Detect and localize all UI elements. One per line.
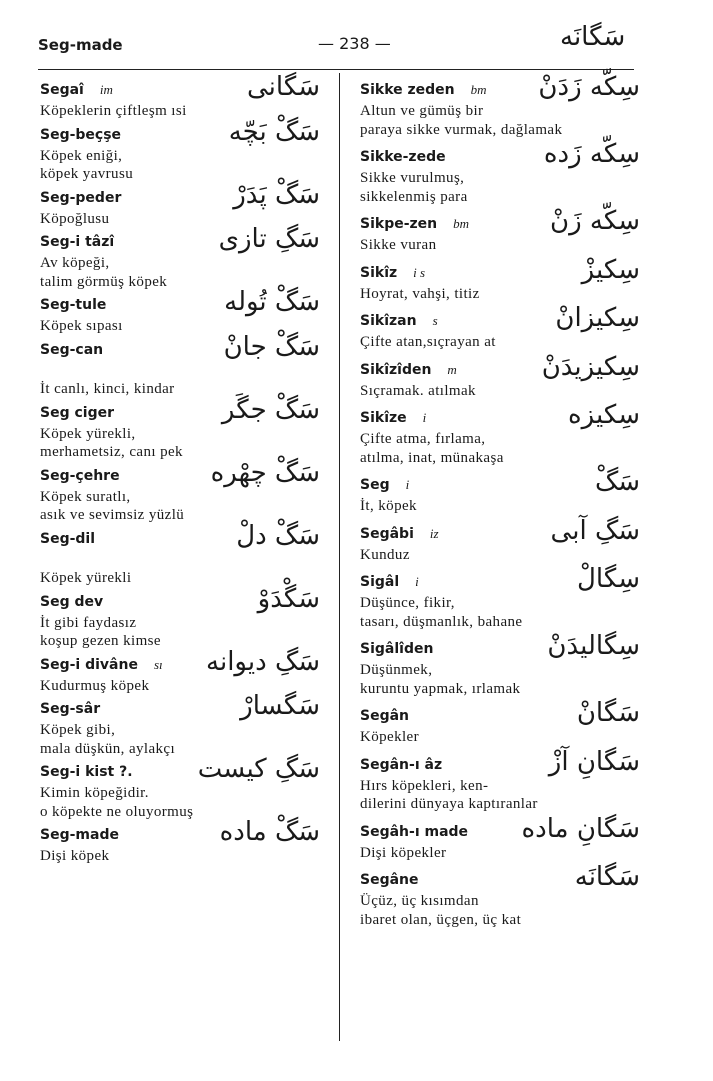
entry-term: Sikîz	[360, 264, 398, 281]
running-head: Seg-made	[38, 36, 123, 54]
running-head-arabic: سَگانَه	[560, 22, 626, 52]
dictionary-entry	[360, 72, 640, 145]
entry-definition: koşup gezen kimse	[40, 633, 161, 649]
entry-definition: İt, köpek	[360, 498, 417, 514]
entry-definition: İt canlı, kinci, kindar	[40, 381, 175, 397]
entry-definition: Düşünmek,	[360, 662, 433, 678]
entry-definition: Sikke vurulmuş,	[360, 170, 465, 186]
entry-term: Seg-dil	[40, 530, 96, 547]
dictionary-entry	[40, 224, 320, 293]
entry-definition: Çifte atma, fırlama,	[360, 431, 486, 447]
entry-arabic: سِکّه زَده	[543, 139, 640, 169]
entry-term: Sikpe-zen	[360, 216, 438, 232]
entry-arabic: سَگسارْ	[240, 691, 320, 721]
entry-definition: tasarı, düşmanlık, bahane	[360, 613, 523, 630]
entry-definition: Altun ve gümüş bir	[360, 103, 484, 119]
entry-arabic: سِکیزه	[568, 400, 640, 430]
entry-definition: İt gibi faydasız	[40, 614, 137, 631]
entry-definition: Hoyrat, vahşi, titiz	[360, 285, 480, 302]
entry-arabic: سَگْ جگَر	[221, 394, 320, 425]
entry-term: Seg-made	[40, 827, 119, 843]
entry-definition: merhametsiz, canı pek	[40, 444, 183, 460]
entry-arabic: سَگْ جانْ	[223, 331, 320, 362]
entry-grammar: sı	[153, 656, 163, 672]
entry-definition: Köpeklerin çiftleşm ısi	[40, 103, 187, 119]
entry-arabic: سِکیزانْ	[555, 303, 640, 333]
entry-arabic: سَگْدَوْ	[257, 583, 320, 614]
dictionary-entry	[360, 631, 640, 704]
entry-arabic: سَگِ دیوانه	[206, 646, 320, 677]
entry-definition: Köpekler	[360, 729, 420, 745]
entry-term: Seg-sâr	[40, 701, 101, 717]
entry-arabic: سَگْ ماده	[219, 817, 320, 847]
entry-definition: Çifte atan,sıçrayan at	[360, 334, 496, 350]
entry-term: Segaî	[40, 82, 84, 98]
entry-definition: mala düşkün, aylakçı	[40, 740, 176, 757]
entry-term: Seg-çehre	[40, 467, 120, 484]
entry-definition: dilerini dünyaya kaptıranlar	[360, 796, 538, 812]
entry-definition: Kudurmuş köpek	[40, 677, 150, 694]
entry-term: Seg-i divâne	[40, 656, 138, 673]
entry-term: Seg-can	[40, 341, 104, 358]
entry-grammar: i	[405, 477, 410, 492]
entry-arabic: سِکّه زَنْ	[550, 206, 640, 236]
dictionary-entry	[40, 583, 320, 653]
dictionary-entry	[360, 564, 640, 637]
entry-term: Seg-beçşe	[40, 126, 122, 143]
entry-term: Seg-i tâzî	[40, 234, 115, 250]
entry-arabic: سِگالْ	[577, 564, 640, 594]
entry-definition: atılma, inat, münakaşa	[360, 449, 504, 466]
entry-term: Seg	[360, 477, 390, 493]
entry-grammar: i s	[413, 264, 426, 280]
entry-term: Seg-tule	[40, 297, 107, 313]
entry-definition: Köpek yürekli	[40, 570, 132, 586]
entry-term: Sikîzan	[360, 313, 417, 329]
entry-definition: köpek yavrusu	[40, 166, 134, 182]
entry-definition: talim görmüş köpek	[40, 273, 168, 290]
entry-term: Sikke-zede	[360, 149, 446, 165]
entry-definition: Av köpeği,	[40, 255, 110, 271]
entry-grammar: iz	[429, 525, 439, 541]
entry-definition: paraya sikke vurmak, dağlamak	[360, 121, 563, 138]
dictionary-entry	[40, 457, 320, 527]
entry-term: Sikîzîden	[360, 361, 432, 378]
entry-term: Sigâl	[360, 574, 400, 590]
entry-definition: sikkelenmiş para	[360, 188, 468, 205]
entry-term: Segâh-ı made	[360, 823, 469, 840]
entry-arabic: سَگِ کیست	[197, 754, 320, 784]
right-column	[360, 72, 640, 939]
entry-term: Seg ciger	[40, 404, 114, 421]
entry-definition: Dişi köpekler	[360, 844, 447, 861]
dictionary-entry	[360, 746, 640, 820]
entry-arabic: سِکّه زَدَنْ	[538, 72, 640, 102]
entry-term: Segân	[360, 708, 410, 724]
dictionary-entry	[40, 394, 320, 464]
entry-definition: ibaret olan, üçgen, üç kat	[360, 911, 522, 928]
entry-term: Segâbi	[360, 525, 414, 542]
entry-definition: Köpoğlusu	[40, 210, 110, 227]
dictionary-entry	[40, 520, 320, 590]
entry-definition: Köpek gibi,	[40, 722, 116, 738]
entry-arabic: سَگانی	[247, 72, 320, 102]
page-number: — 238 —	[318, 34, 391, 53]
entry-grammar: s	[432, 313, 438, 328]
entry-term: Seg dev	[40, 593, 104, 610]
entry-grammar: im	[99, 82, 113, 97]
entry-definition: kuruntu yapmak, ırlamak	[360, 680, 521, 697]
dictionary-entry	[40, 754, 320, 823]
entry-term: Seg-peder	[40, 189, 122, 206]
entry-definition: Sikke vuran	[360, 237, 437, 253]
dictionary-entry	[40, 116, 320, 186]
entry-grammar: i	[415, 574, 419, 589]
entry-arabic: سِکیزْ	[581, 254, 640, 285]
dictionary-entry	[40, 691, 320, 760]
entry-grammar: m	[447, 361, 457, 377]
entry-arabic: سَگْ تُوله	[224, 287, 320, 317]
entry-arabic: سَگِ تازی	[218, 224, 320, 254]
entry-arabic: سَگْ بَچّه	[228, 116, 320, 147]
entry-arabic: سَگْ چهْره	[210, 457, 320, 488]
entry-arabic: سَگانِ آزْ	[548, 746, 640, 777]
entry-definition: Sıçramak. atılmak	[360, 382, 476, 399]
entry-definition	[40, 551, 320, 570]
entry-grammar: bm	[453, 216, 470, 231]
entry-definition: asık ve sevimsiz yüzlü	[40, 507, 185, 523]
entry-arabic: سَگْ	[594, 467, 640, 497]
entry-arabic: سِگالیدَنْ	[547, 631, 640, 661]
entry-term: Sikîze	[360, 410, 407, 426]
entry-definition: o köpekte ne oluyormuş	[40, 803, 194, 820]
entry-arabic: سَگانِ ماده	[521, 813, 640, 844]
entry-definition: Hırs köpekleri, ken-	[360, 777, 489, 794]
header-rule	[38, 69, 634, 70]
entry-term: Segâne	[360, 872, 419, 888]
entry-definition: Düşünce, fikir,	[360, 595, 455, 611]
dictionary-entry	[40, 331, 320, 401]
entry-arabic: سَگِ آبی	[550, 515, 640, 546]
entry-arabic: سَگانَه	[574, 862, 640, 892]
entry-definition: Köpek yürekli,	[40, 425, 136, 442]
entry-term: Seg-i kist ?.	[40, 764, 133, 780]
entry-grammar: i	[422, 410, 427, 425]
entry-arabic: سَگْ دلْ	[236, 520, 320, 551]
dictionary-entry	[360, 862, 640, 935]
entry-definition: Köpek eniği,	[40, 147, 123, 164]
entry-definition: Kimin köpeğidir.	[40, 785, 149, 801]
entry-arabic: سَگانْ	[576, 698, 640, 728]
entry-arabic: سَگْ پَدَرْ	[233, 179, 320, 210]
entry-definition: Köpek sıpası	[40, 318, 123, 334]
entry-term: Segân-ı âz	[360, 756, 443, 773]
entry-definition: Dişi köpek	[40, 848, 110, 864]
dictionary-entry	[360, 139, 640, 212]
entry-definition: Kunduz	[360, 546, 410, 563]
entry-term: Sikke zeden	[360, 82, 455, 98]
entry-grammar: bm	[470, 82, 487, 97]
dictionary-entry	[360, 400, 640, 473]
entry-definition: Üçüz, üç kısımdan	[360, 893, 479, 909]
left-column	[40, 72, 320, 872]
column-divider	[339, 73, 340, 1041]
entry-definition: Köpek suratlı,	[40, 488, 131, 505]
entry-arabic: سِکیزیدَنْ	[541, 351, 640, 382]
entry-definition	[40, 362, 320, 381]
dictionary-entry	[40, 817, 320, 868]
page-header	[0, 0, 713, 70]
entry-term: Sigâlîden	[360, 641, 434, 657]
